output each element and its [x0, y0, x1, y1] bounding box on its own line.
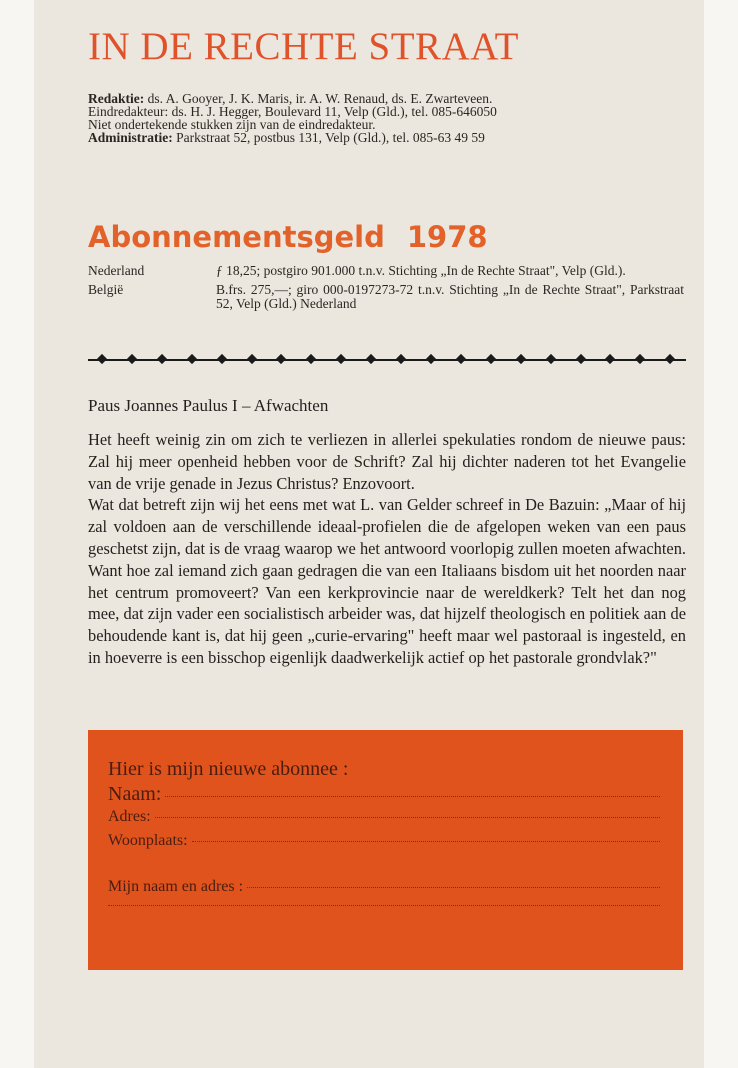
woonplaats-label: Woonplaats: [108, 832, 188, 849]
rates-list [88, 264, 684, 316]
diamond-ornament-icon [297, 355, 327, 365]
rate-text: B.frs. 275,—; giro 000-0197273-72 t.n.v. Stichting „In de Rechte Straat", Parkstraat 52, Velp (Gld.) Nederland [216, 282, 684, 311]
administratie-label: Administratie: [88, 130, 173, 145]
diamond-ornament-icon [178, 355, 208, 365]
publication-title: IN DE RECHTE STRAAT [88, 25, 519, 68]
adres-field[interactable] [108, 808, 660, 832]
diamond-ornament-icon [148, 355, 178, 365]
diamond-ornament-icon [567, 355, 597, 365]
dotted-line [155, 817, 660, 818]
diamond-ornament-icon [417, 355, 447, 365]
article-paragraph: Het heeft weinig zin om zich te verliezen in allerlei spekulaties rondom de nieuwe paus: Zal hij meer openheid hebben voor de Schrift? Zal hij dichter naderen tot het Evangelie van de vrije genade in Jezus Christus? Enzovoort. [88, 430, 686, 493]
diamond-ornament-icon [447, 355, 477, 365]
rate-row [88, 264, 684, 278]
subscription-year: 1978 [406, 220, 488, 254]
masthead [88, 92, 688, 144]
administratie-line [88, 131, 688, 144]
subscription-form [108, 758, 660, 932]
redaktie-label: Redaktie: [88, 91, 145, 106]
dotted-line [192, 841, 660, 842]
dotted-line [108, 905, 660, 906]
rate-country: Nederland [88, 263, 145, 278]
form-heading: Hier is mijn nieuwe abonnee : [108, 758, 349, 780]
article-title: Paus Joannes Paulus I – Afwachten [88, 396, 329, 415]
subscription-heading-text: Abonnementsgeld [88, 220, 385, 254]
diamond-ornament-icon [118, 355, 148, 365]
diamond-ornament-icon [626, 355, 656, 365]
note-line: Niet ondertekende stukken zijn van de eindredakteur. [88, 117, 376, 132]
woonplaats-field[interactable] [108, 832, 660, 856]
dotted-line [165, 796, 660, 797]
diamond-ornament-icon [537, 355, 567, 365]
rate-country: België [88, 282, 124, 297]
diamond-ornament-icon [357, 355, 387, 365]
diamond-ornament-icon [327, 355, 357, 365]
rate-row [88, 283, 684, 311]
adres-label: Adres: [108, 808, 151, 825]
article-paragraph: Wat dat betreft zijn wij het eens met wat L. van Gelder schreef in De Bazuin: „Maar of hij zal voldoen aan de verschillende ideaal-profielen die de afgelopen weken van een paus geschetst zijn, dat is de vraag waarop we het antwoord voorlopig zullen moeten afwachten. Want hoe zal iemand zich gaan gedragen die van een Italiaans bisdom uit het noorden naar het centrum promoveert? Van een kerkprovincie naar de wereldkerk? Telt het dan nog mee, dat zijn vader een socialistisch arbeider was, dat hijzelf theologisch en politiek aan de behoudende kant is, dat hij geen „curie-ervaring" heeft maar wel pastoraal is ingesteld, en in hoeverre is een bisschop eigenlijk daadwerkelijk actief op het pastorale grondvlak?" [88, 495, 686, 667]
form-heading-row [108, 758, 660, 783]
spacer [108, 856, 660, 878]
subscription-heading [88, 220, 488, 254]
mijn-naam-label: Mijn naam en adres : [108, 878, 244, 895]
dotted-line [247, 887, 660, 888]
rate-text: ƒ 18,25; postgiro 901.000 t.n.v. Stichting „In de Rechte Straat", Velp (Gld.). [216, 263, 626, 278]
naam-field[interactable] [108, 783, 660, 808]
diamond-ornament-icon [238, 355, 268, 365]
diamond-ornament-icon [477, 355, 507, 365]
diamond-ornament-icon [88, 355, 118, 365]
mijn-adres-field[interactable] [108, 908, 660, 932]
redaktie-text: ds. A. Gooyer, J. K. Maris, ir. A. W. Renaud, ds. E. Zwarteveen. [144, 91, 493, 106]
diamond-ornament-icon [656, 355, 686, 365]
diamond-ornament-icon [507, 355, 537, 365]
administratie-text: Parkstraat 52, postbus 131, Velp (Gld.), tel. 085-63 49 59 [172, 130, 485, 145]
diamond-ornament-icon [596, 355, 626, 365]
diamond-divider [88, 354, 686, 366]
diamond-ornament-icon [387, 355, 417, 365]
mijn-naam-field[interactable] [108, 878, 660, 902]
subscription-form-box [88, 730, 683, 970]
naam-label: Naam: [108, 783, 162, 805]
diamond-ornament-icon [208, 355, 238, 365]
article-body [88, 429, 686, 669]
diamond-ornament-icon [267, 355, 297, 365]
eindredakteur-line: Eindredakteur: ds. H. J. Hegger, Boulevard 11, Velp (Gld.), tel. 085-646050 [88, 104, 497, 119]
